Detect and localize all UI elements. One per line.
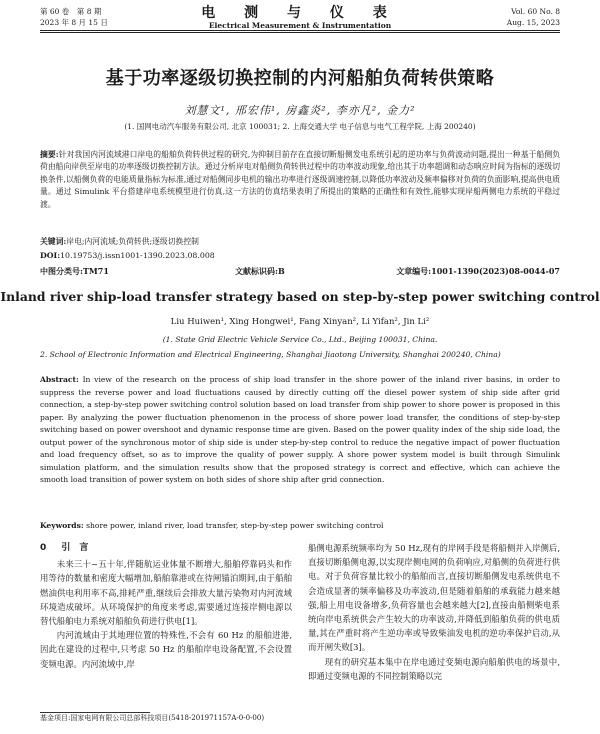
abstract-en-text: In view of the research on the process of ship load transfer in the shore power of the inland river basins, in order to suppress the reverse power and load fluctuations caused by directly cutting off the diesel power system of ship side after grid connection, a step-by-step power switching control solution based on load transfer from ship power to shore power is proposed in this paper. By analyzing the power fluctuation phenomenon in the process of shore power load transfer, the conditions of step-by-step switching based on power overshoot and dynamic response time are given. Based on the power quality index of the ship side load, the output power of the synchronous motor of ship side is under step-by-step control to reduce the negative impact of power fluctuation and load frequency offset, so as to improve the quality of power supply. A shore power system model is built through Simulink simulation platform, and the simulation results show that the proposed strategy is correct and effective, which can achieve the smooth load transition of power system on both sides of shore ship after grid connection. bbox=[40, 375, 560, 484]
volume-info: 第 60 卷 第 8 期 bbox=[40, 7, 102, 16]
issue-date: 2023 年 8 月 15 日 bbox=[40, 18, 108, 27]
title-cn: 基于功率逐级切换控制的内河船舶负荷转供策略 bbox=[105, 68, 495, 89]
classification-row bbox=[40, 266, 560, 278]
keywords-cn-text: 岸电;内河流域;负荷转供;逐级切换控制 bbox=[66, 237, 199, 246]
doi-line bbox=[40, 250, 560, 262]
journal-name-en: Electrical Measurement & Instrumentation bbox=[208, 21, 392, 30]
article-number: 文章编号:1001-1390(2023)08-0044-07 bbox=[396, 266, 560, 276]
body-column-left bbox=[40, 541, 292, 671]
header-rule-thin bbox=[40, 32, 560, 33]
funding-footnote: 基金项目:国家电网有限公司总部科技项目(5418-201971157A-0-0-00) bbox=[40, 714, 265, 722]
keywords-en-text: shore power, inland river, load transfer, step-by-step power switching control bbox=[86, 521, 384, 530]
keywords-cn-label: 关键词: bbox=[40, 237, 67, 246]
paragraph: 船侧电源系统频率均为 50 Hz,现有的岸网手段是将船侧并入岸侧后,直接切断船侧电源,以实现岸侧电网的负荷响应,对船侧的负荷进行供电。对于负荷容量比较小的船舶而言,直接切断船侧发电系统供电不会造成显著的频率偏移及功率波动,但是随着船舶的承载能力越来越强,船上用电设备增多,负荷容量也会越来越大[2],直接由船侧柴电系统向岸电系统供会产生较大的功率波动,并降低到船舶负荷的供电质量,其在严重时将产生逆功率或导致柴油发电机的逆功率保护启动,从而开闸失败[3]。 bbox=[308, 543, 560, 653]
abstract-en-label: Abstract: bbox=[40, 375, 79, 384]
affiliation-en-2: 2. School of Electronic Information and Electrical Engineering, Shanghai Jiaotong University, Shanghai 200240, China) bbox=[40, 350, 501, 359]
abstract-cn bbox=[40, 149, 560, 211]
section-number: 0 bbox=[40, 543, 47, 553]
title-en: Inland river ship-load transfer strategy based on step-by-step power switching control bbox=[0, 289, 600, 304]
keywords-en bbox=[40, 521, 560, 530]
authors-cn: 刘慧文¹, 邢宏伟¹, 房鑫炎², 李亦凡², 金力² bbox=[184, 104, 416, 117]
doi-label: DOI: bbox=[40, 251, 61, 260]
keywords-en-label: Keywords: bbox=[40, 521, 84, 530]
document-code: 文献标识码:B bbox=[235, 266, 285, 276]
issue-date-en: Aug. 15, 2023 bbox=[506, 18, 560, 27]
paragraph: 现有的研究基本集中在岸电通过变频电源向船舶供电的场景中,即通过变频电源的不同控制策略以完 bbox=[308, 656, 560, 681]
paragraph: 未来三十~五十年,伴随航运业体量不断增大,船舶停靠码头和作用等待的数量和密度大幅增加,船舶靠港或在待闸锚泊期间,由于船舶燃油供电利用率不高,排耗严重,继续后会排放大量污染物对内河流域环境造成破坏。从环境保护的角度来考虑,需要通过连接岸侧电源以替代船舶电力系统对船舶负荷进行供电[1]。 bbox=[40, 559, 292, 627]
section-title: 引 言 bbox=[61, 543, 89, 553]
keywords-cn bbox=[40, 236, 560, 248]
authors-en: Liu Huiwen¹, Xing Hongwei¹, Fang Xinyan², Li Yifan², Jin Li² bbox=[170, 317, 430, 327]
header-rule bbox=[40, 30, 560, 31]
abstract-en bbox=[40, 374, 560, 487]
journal-name-cn: 电 测 与 仪 表 bbox=[201, 5, 399, 21]
section-heading bbox=[40, 541, 292, 555]
clc-number: 中图分类号:TM71 bbox=[40, 266, 109, 276]
abstract-cn-text: 针对我国内河流域港口岸电的船舶负荷转供过程的研究,为抑制目前存在直接切断船侧发电系统引起的逆功率与负荷波动问题,提出一种基于船侧负荷由船向岸供至岸电的功率逐级切换控制方法。通过分析岸电对船侧负荷转供过程中的功率波动现象,给出其于功率超调和动态响应时间为指标的逐级切换条件,以船侧负荷的电能质量指标为标准,通过对船侧同步电机的输出功率进行逐级调速控制,以降低功率波动及频率偏移对负荷的负面影响,提高供电质量。通过 Simulink 平台搭建岸电系统模型进行仿真,这一方法的仿真结果表明了所提出的策略的正确性和有效性,能够实现岸船两侧电力系统的平稳过渡。 bbox=[40, 150, 560, 209]
body-column-right bbox=[308, 541, 560, 683]
header-right bbox=[507, 6, 560, 28]
abstract-cn-label: 摘要: bbox=[40, 150, 59, 159]
paragraph: 内河流域由于其地理位置的特殊性,不会有 60 Hz 的船舶进港,因此在建设的过程中,只考虑 50 Hz 的船舶岸电设备配置,不会设置变频电源。内河流域中,岸 bbox=[40, 630, 292, 669]
volume-info-en: Vol. 60 No. 8 bbox=[511, 7, 560, 16]
doi-text[interactable]: 10.19753/j.issn1001-1390.2023.08.008 bbox=[60, 251, 215, 260]
affiliation-cn: (1. 国网电动汽车服务有限公司, 北京 100031; 2. 上海交通大学 电子信息与电气工程学院, 上海 200240) bbox=[124, 122, 476, 131]
affiliation-en-1: (1. State Grid Electric Vehicle Service Co., Ltd., Beijing 100031, China. bbox=[162, 335, 438, 344]
